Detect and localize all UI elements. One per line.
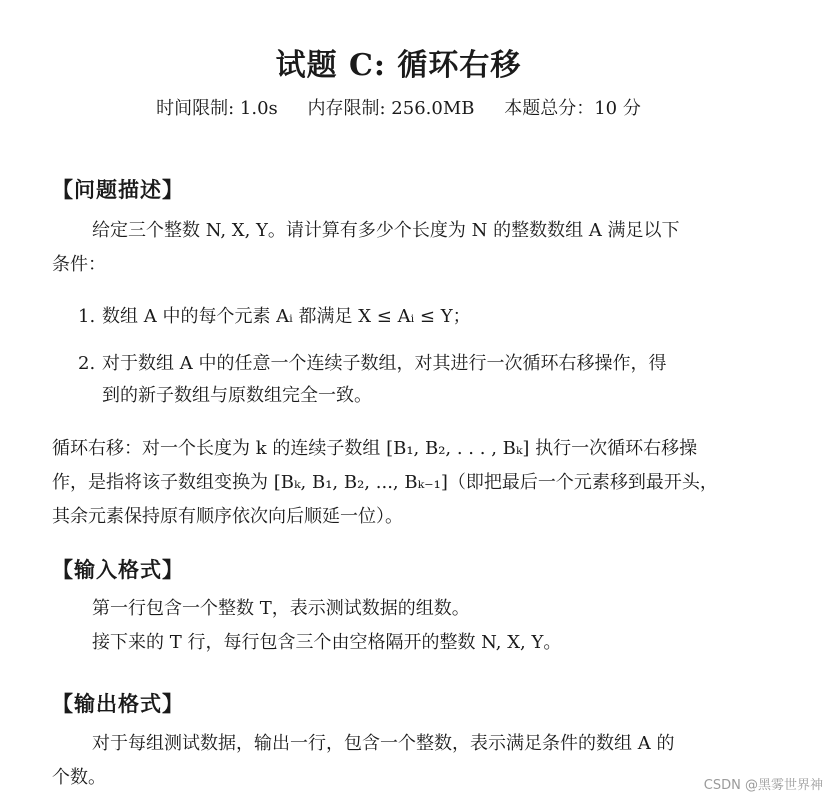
condition-text: 数组 A 中的每个元素 Aᵢ 都满足 X ≤ Aᵢ ≤ Y； (102, 306, 471, 327)
condition-text: 到的新子数组与原数组完全一致。 (102, 385, 372, 406)
description-line: 给定三个整数 N, X, Y。请计算有多少个长度为 N 的整数数组 A 满足以下 (92, 220, 680, 241)
memory-limit: 内存限制: 256.0MB (307, 98, 475, 119)
problem-meta (0, 94, 797, 120)
list-number: 2. (78, 353, 96, 374)
description-header: 【问题描述】 (52, 177, 184, 202)
watermark: CSDN @黑雾世界神 (703, 778, 823, 793)
condition-item-2 (78, 348, 744, 412)
rotate-definition (52, 432, 744, 534)
problem-title: 试题 C: 循环右移 (275, 48, 522, 83)
rotate-line: 其余元素保持原有顺序依次向后顺延一位）。 (52, 506, 403, 527)
input-line: 第一行包含一个整数 T，表示测试数据的组数。 (92, 598, 470, 619)
total-score: 本题总分：10 分 (504, 98, 641, 119)
output-format-body (52, 727, 744, 795)
description-line: 条件： (52, 254, 106, 275)
list-number: 1. (78, 306, 96, 327)
output-line: 个数。 (52, 767, 106, 788)
time-limit: 时间限制: 1.0s (156, 98, 278, 119)
output-format-header: 【输出格式】 (52, 691, 184, 716)
rotate-line: 循环右移：对一个长度为 k 的连续子数组 [B₁, B₂, . . . , Bₖ] 执行一次循环右移操 (52, 438, 698, 459)
input-line: 接下来的 T 行，每行包含三个由空格隔开的整数 N, X, Y。 (92, 632, 562, 653)
description-paragraph (52, 214, 744, 282)
condition-item-1 (78, 301, 744, 333)
condition-text: 对于数组 A 中的任意一个连续子数组，对其进行一次循环右移操作，得 (102, 353, 667, 374)
rotate-line: 作，是指将该子数组变换为 [Bₖ, B₁, B₂, ..., Bₖ₋₁]（即把最后一个元素移到最开头， (52, 472, 718, 493)
input-format-body (52, 592, 744, 660)
input-format-header: 【输入格式】 (52, 557, 184, 582)
output-line: 对于每组测试数据，输出一行，包含一个整数，表示满足条件的数组 A 的 (92, 733, 675, 754)
